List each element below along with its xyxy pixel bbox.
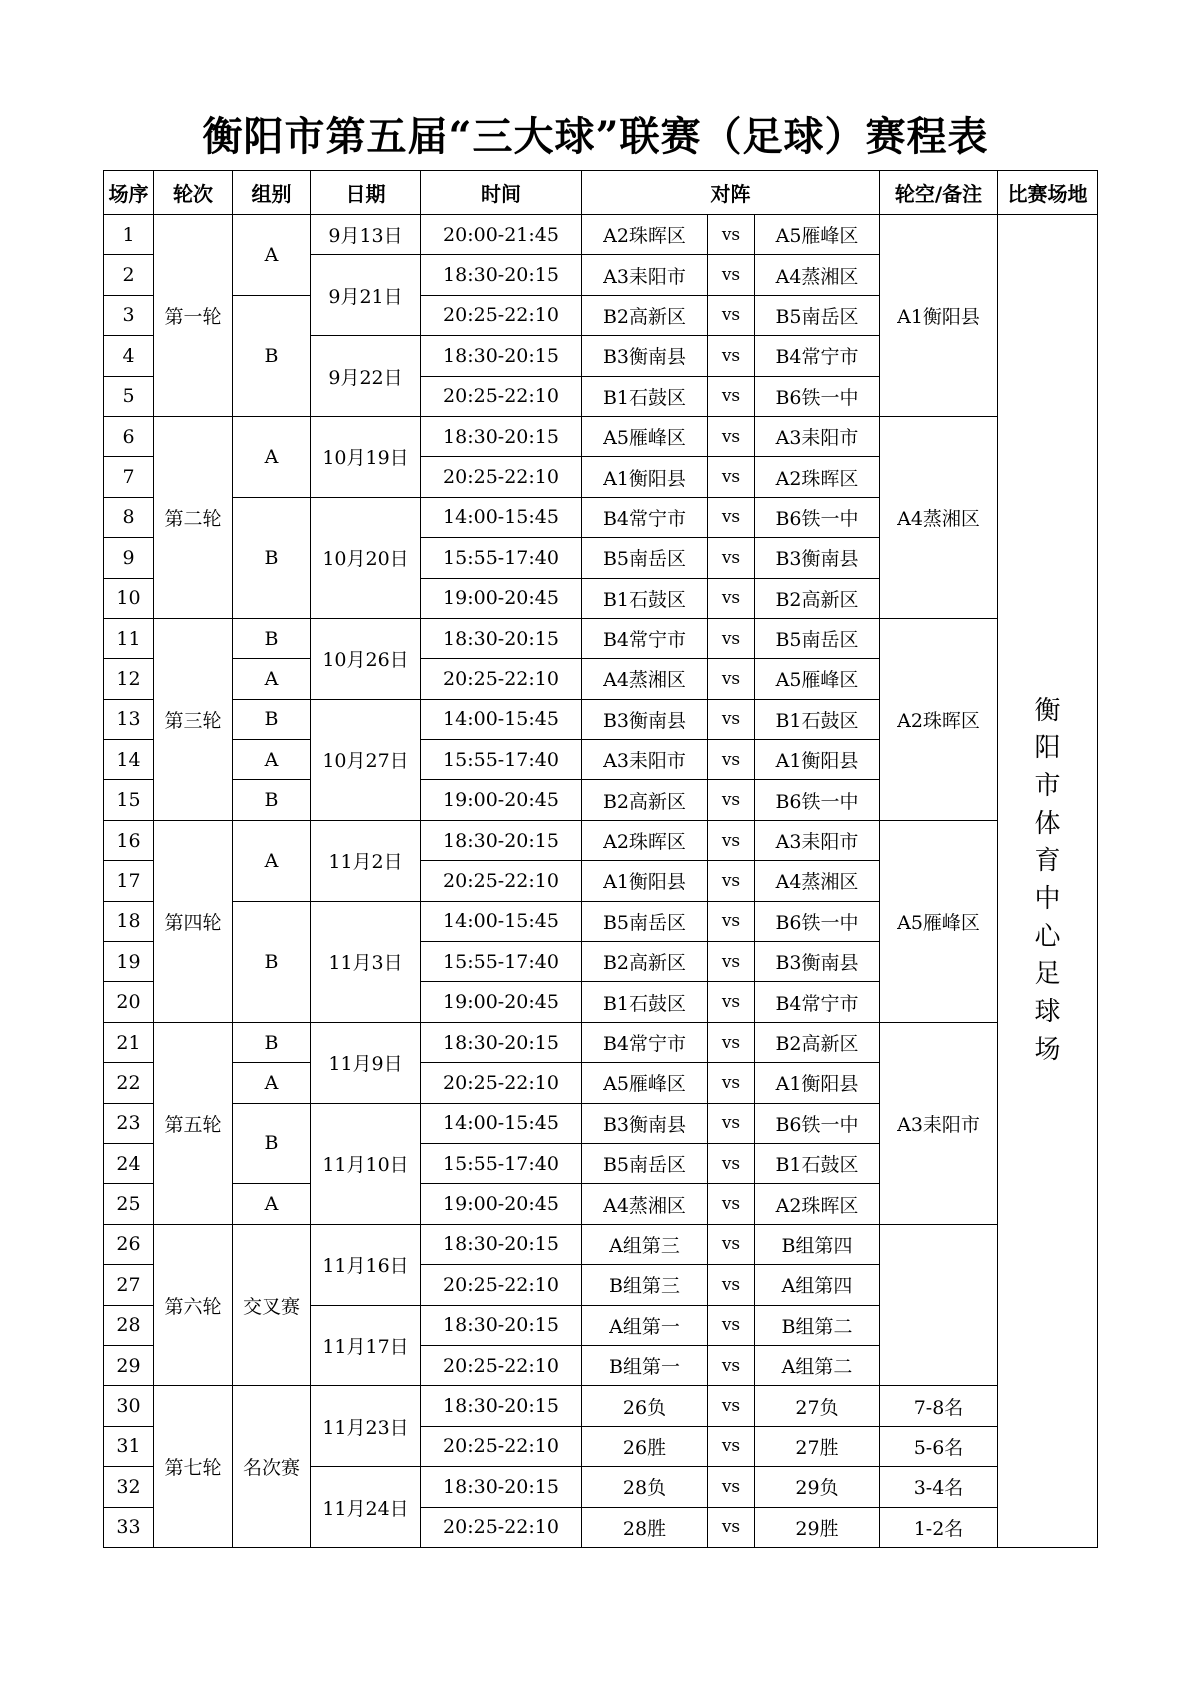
vs-label: vs [708,861,755,901]
vs-label: vs [708,659,755,699]
date-cell: 11月10日 [311,1103,421,1224]
home-team: B5南岳区 [582,901,708,941]
bye-cell: 3-4名 [880,1467,998,1507]
venue-name: 衡 阳 市 体 育 中 心 足 球 场 [1034,695,1061,1065]
vs-label: vs [708,1224,755,1264]
away-team: 27负 [755,1386,880,1426]
table-row [104,1022,1098,1062]
table-header [104,171,1098,215]
match-seq: 18 [104,901,154,941]
vs-label: vs [708,215,755,255]
match-time: 20:25-22:10 [421,659,582,699]
home-team: B2高新区 [582,295,708,335]
home-team: B5南岳区 [582,1143,708,1183]
away-team: B6铁一中 [755,376,880,416]
vs-label: vs [708,740,755,780]
vs-label: vs [708,1345,755,1385]
match-seq: 12 [104,659,154,699]
round-cell: 第二轮 [154,416,233,618]
vs-label: vs [708,1143,755,1183]
home-team: A1衡阳县 [582,861,708,901]
away-team: A4蒸湘区 [755,861,880,901]
home-team: B1石鼓区 [582,578,708,618]
match-time: 15:55-17:40 [421,538,582,578]
match-seq: 9 [104,538,154,578]
date-cell: 10月20日 [311,497,421,618]
round-cell: 第六轮 [154,1224,233,1386]
bye-cell: A4蒸湘区 [880,416,998,618]
match-time: 18:30-20:15 [421,618,582,658]
match-time: 20:25-22:10 [421,457,582,497]
table-row [104,820,1098,860]
away-team: A2珠晖区 [755,457,880,497]
match-seq: 25 [104,1184,154,1224]
table-row [104,215,1098,255]
match-seq: 26 [104,1224,154,1264]
match-time: 20:25-22:10 [421,1507,582,1547]
match-time: 18:30-20:15 [421,1022,582,1062]
vs-label: vs [708,336,755,376]
home-team: 28负 [582,1467,708,1507]
match-time: 18:30-20:15 [421,1386,582,1426]
group-cell: B [233,295,311,416]
match-time: 19:00-20:45 [421,1184,582,1224]
date-cell: 10月27日 [311,699,421,820]
away-team: 29负 [755,1467,880,1507]
away-team: B组第四 [755,1224,880,1264]
away-team: B组第二 [755,1305,880,1345]
vs-label: vs [708,982,755,1022]
home-team: 26胜 [582,1426,708,1466]
away-team: B3衡南县 [755,942,880,982]
match-time: 20:25-22:10 [421,1345,582,1385]
vs-label: vs [708,376,755,416]
match-time: 19:00-20:45 [421,578,582,618]
date-cell: 11月24日 [311,1467,421,1548]
home-team: B4常宁市 [582,618,708,658]
vs-label: vs [708,538,755,578]
home-team: B3衡南县 [582,336,708,376]
match-seq: 16 [104,820,154,860]
group-cell: A [233,740,311,780]
round-cell: 第七轮 [154,1386,233,1548]
home-team: B4常宁市 [582,497,708,537]
group-cell: B [233,780,311,820]
match-seq: 23 [104,1103,154,1143]
match-time: 20:25-22:10 [421,861,582,901]
header-matchup: 对阵 [582,171,880,215]
away-team: B6铁一中 [755,780,880,820]
header-bye: 轮空/备注 [880,171,998,215]
date-cell: 9月22日 [311,336,421,417]
match-time: 14:00-15:45 [421,699,582,739]
header-group: 组别 [233,171,311,215]
bye-cell: 5-6名 [880,1426,998,1466]
vs-label: vs [708,901,755,941]
group-cell: 交叉赛 [233,1224,311,1386]
table-body [104,215,1098,1548]
home-team: B3衡南县 [582,699,708,739]
table-row [104,1386,1098,1426]
match-time: 18:30-20:15 [421,255,582,295]
vs-label: vs [708,295,755,335]
group-cell: A [233,215,311,296]
away-team: A组第二 [755,1345,880,1385]
vs-label: vs [708,1022,755,1062]
group-cell: A [233,1063,311,1103]
match-time: 18:30-20:15 [421,416,582,456]
home-team: B2高新区 [582,942,708,982]
bye-cell: A2珠晖区 [880,618,998,820]
round-cell: 第五轮 [154,1022,233,1224]
match-seq: 13 [104,699,154,739]
match-time: 20:25-22:10 [421,1063,582,1103]
vs-label: vs [708,1426,755,1466]
date-cell: 10月19日 [311,416,421,497]
match-time: 15:55-17:40 [421,1143,582,1183]
away-team: A3耒阳市 [755,820,880,860]
away-team: A组第四 [755,1265,880,1305]
away-team: A3耒阳市 [755,416,880,456]
match-seq: 27 [104,1265,154,1305]
vs-label: vs [708,699,755,739]
vs-label: vs [708,618,755,658]
match-time: 18:30-20:15 [421,1224,582,1264]
round-cell: 第四轮 [154,820,233,1022]
match-seq: 22 [104,1063,154,1103]
venue-cell [998,215,1098,1548]
vs-label: vs [708,255,755,295]
match-time: 18:30-20:15 [421,336,582,376]
vs-label: vs [708,820,755,860]
away-team: B2高新区 [755,1022,880,1062]
vs-label: vs [708,1305,755,1345]
home-team: A5雁峰区 [582,1063,708,1103]
group-cell: B [233,1103,311,1184]
bye-cell: A3耒阳市 [880,1022,998,1224]
vs-label: vs [708,1103,755,1143]
group-cell: A [233,820,311,901]
group-cell: A [233,1184,311,1224]
match-seq: 1 [104,215,154,255]
bye-cell [880,1224,998,1386]
home-team: B1石鼓区 [582,982,708,1022]
home-team: 28胜 [582,1507,708,1547]
home-team: A组第三 [582,1224,708,1264]
away-team: B4常宁市 [755,336,880,376]
match-seq: 21 [104,1022,154,1062]
away-team: A1衡阳县 [755,740,880,780]
away-team: B6铁一中 [755,497,880,537]
away-team: B2高新区 [755,578,880,618]
date-cell: 11月23日 [311,1386,421,1467]
group-cell: B [233,1022,311,1062]
match-seq: 6 [104,416,154,456]
date-cell: 11月3日 [311,901,421,1022]
away-team: B1石鼓区 [755,1143,880,1183]
table-row [104,1224,1098,1264]
match-time: 20:25-22:10 [421,376,582,416]
group-cell: A [233,659,311,699]
page-title: 衡阳市第五届“三大球”联赛（足球）赛程表 [202,113,989,160]
match-seq: 19 [104,942,154,982]
group-cell: B [233,699,311,739]
match-time: 19:00-20:45 [421,780,582,820]
match-seq: 3 [104,295,154,335]
group-cell: B [233,618,311,658]
match-seq: 4 [104,336,154,376]
away-team: 29胜 [755,1507,880,1547]
home-team: B4常宁市 [582,1022,708,1062]
home-team: A3耒阳市 [582,255,708,295]
vs-label: vs [708,1507,755,1547]
match-time: 20:00-21:45 [421,215,582,255]
match-time: 15:55-17:40 [421,740,582,780]
away-team: A5雁峰区 [755,659,880,699]
away-team: A2珠晖区 [755,1184,880,1224]
home-team: A5雁峰区 [582,416,708,456]
away-team: B5南岳区 [755,618,880,658]
date-cell: 9月21日 [311,255,421,336]
match-time: 18:30-20:15 [421,820,582,860]
home-team: A3耒阳市 [582,740,708,780]
match-seq: 33 [104,1507,154,1547]
home-team: B5南岳区 [582,538,708,578]
vs-label: vs [708,1184,755,1224]
away-team: B6铁一中 [755,1103,880,1143]
date-cell: 9月13日 [311,215,421,255]
home-team: B2高新区 [582,780,708,820]
vs-label: vs [708,1386,755,1426]
away-team: A4蒸湘区 [755,255,880,295]
header-date: 日期 [311,171,421,215]
schedule-table [103,170,1098,1548]
match-seq: 17 [104,861,154,901]
round-cell: 第一轮 [154,215,233,417]
match-time: 20:25-22:10 [421,1265,582,1305]
group-cell: 名次赛 [233,1386,311,1548]
away-team: 27胜 [755,1426,880,1466]
home-team: A2珠晖区 [582,820,708,860]
match-time: 14:00-15:45 [421,901,582,941]
match-seq: 20 [104,982,154,1022]
match-seq: 15 [104,780,154,820]
date-cell: 11月9日 [311,1022,421,1103]
header-round: 轮次 [154,171,233,215]
match-seq: 8 [104,497,154,537]
match-seq: 30 [104,1386,154,1426]
table-row [104,618,1098,658]
home-team: B组第三 [582,1265,708,1305]
bye-cell: 7-8名 [880,1386,998,1426]
vs-label: vs [708,457,755,497]
home-team: B1石鼓区 [582,376,708,416]
match-seq: 29 [104,1345,154,1385]
group-cell: A [233,416,311,497]
match-seq: 24 [104,1143,154,1183]
away-team: A5雁峰区 [755,215,880,255]
bye-cell: A5雁峰区 [880,820,998,1022]
match-seq: 11 [104,618,154,658]
vs-label: vs [708,780,755,820]
header-venue: 比赛场地 [998,171,1098,215]
away-team: B6铁一中 [755,901,880,941]
vs-label: vs [708,578,755,618]
vs-label: vs [708,497,755,537]
home-team: B组第一 [582,1345,708,1385]
table-row [104,416,1098,456]
vs-label: vs [708,416,755,456]
match-time: 14:00-15:45 [421,1103,582,1143]
bye-cell: A1衡阳县 [880,215,998,417]
date-cell: 11月2日 [311,820,421,901]
home-team: 26负 [582,1386,708,1426]
vs-label: vs [708,942,755,982]
away-team: A1衡阳县 [755,1063,880,1103]
group-cell: B [233,901,311,1022]
vs-label: vs [708,1265,755,1305]
match-time: 18:30-20:15 [421,1467,582,1507]
match-time: 20:25-22:10 [421,1426,582,1466]
home-team: A组第一 [582,1305,708,1345]
match-seq: 32 [104,1467,154,1507]
vs-label: vs [708,1063,755,1103]
header-time: 时间 [421,171,582,215]
match-seq: 10 [104,578,154,618]
home-team: B3衡南县 [582,1103,708,1143]
away-team: B5南岳区 [755,295,880,335]
match-seq: 7 [104,457,154,497]
home-team: A2珠晖区 [582,215,708,255]
away-team: B3衡南县 [755,538,880,578]
match-seq: 28 [104,1305,154,1345]
home-team: A1衡阳县 [582,457,708,497]
match-time: 15:55-17:40 [421,942,582,982]
match-seq: 31 [104,1426,154,1466]
vs-label: vs [708,1467,755,1507]
away-team: B1石鼓区 [755,699,880,739]
match-time: 20:25-22:10 [421,295,582,335]
match-time: 18:30-20:15 [421,1305,582,1345]
match-seq: 5 [104,376,154,416]
header-seq: 场序 [104,171,154,215]
bye-cell: 1-2名 [880,1507,998,1547]
date-cell: 10月26日 [311,618,421,699]
round-cell: 第三轮 [154,618,233,820]
date-cell: 11月17日 [311,1305,421,1386]
home-team: A4蒸湘区 [582,659,708,699]
group-cell: B [233,497,311,618]
away-team: B4常宁市 [755,982,880,1022]
match-seq: 14 [104,740,154,780]
match-time: 19:00-20:45 [421,982,582,1022]
home-team: A4蒸湘区 [582,1184,708,1224]
match-time: 14:00-15:45 [421,497,582,537]
date-cell: 11月16日 [311,1224,421,1305]
match-seq: 2 [104,255,154,295]
